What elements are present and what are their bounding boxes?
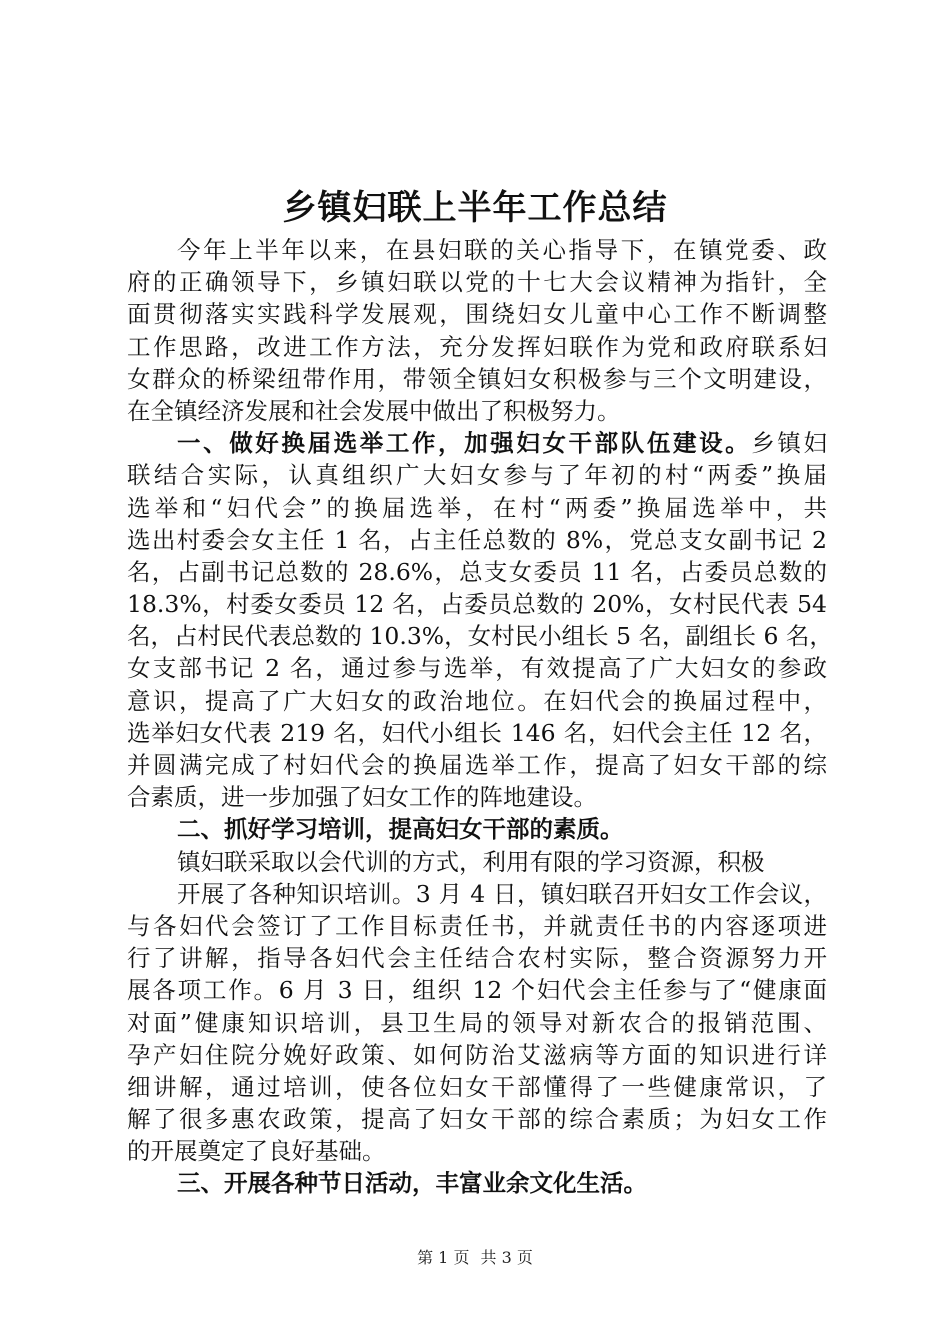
section-heading: 三、开展各种节日活动，丰富业余文化生活。 <box>177 1169 647 1198</box>
line-text: 工作思路，改进工作方法，充分发挥妇联作为党和政府联系妇 <box>127 332 827 361</box>
line-text: 合素质，进一步加强了妇女工作的阵地建设。 <box>127 783 597 812</box>
line-text: 名，占副书记总数的 28.6%，总支女委员 11 名，占委员总数的 <box>127 557 827 586</box>
line-text: 今年上半年以来，在县妇联的关心指导下，在镇党委、政 <box>177 236 827 264</box>
text-line <box>127 1007 827 1039</box>
line-text: 孕产妇住院分娩好政策、如何防治艾滋病等方面的知识进行详 <box>127 1040 827 1069</box>
line-text: 乡镇妇 <box>751 429 828 458</box>
line-text: 女群众的桥梁纽带作用，带领全镇妇女积极参与三个文明建设， <box>127 364 827 393</box>
line-text: 意识，提高了广大妇女的政治地位。在妇代会的换届过程中， <box>127 686 827 715</box>
line-text: 细讲解，通过培训，使各位妇女干部懂得了一些健康常识，了 <box>127 1072 827 1101</box>
text-line <box>127 1135 827 1167</box>
document-title: 乡镇妇联上半年工作总结 <box>282 188 668 228</box>
line-text: 在全镇经济发展和社会发展中做出了积极努力。 <box>127 396 621 425</box>
section-heading: 一、做好换届选举工作，加强妇女干部队伍建设。 <box>177 429 752 458</box>
line-text: 并圆满完成了村妇代会的换届选举工作，提高了妇女干部的综 <box>127 751 827 779</box>
line-text: 与各妇代会签订了工作目标责任书，并就责任书的内容逐项进 <box>127 911 827 940</box>
text-line <box>127 910 827 942</box>
text-line <box>127 459 827 491</box>
text-line <box>127 620 833 652</box>
text-line <box>127 781 827 813</box>
line-text: 镇妇联采取以会代训的方式，利用有限的学习资源，积极 <box>177 847 765 876</box>
text-line <box>127 652 827 684</box>
text-line <box>127 1103 827 1135</box>
page-footer <box>0 1245 950 1268</box>
line-text: 选举妇女代表 219 名，妇代小组长 146 名，妇代会主任 12 名， <box>127 718 827 747</box>
text-line <box>127 942 827 974</box>
text-line <box>127 1039 827 1071</box>
line-text: 展各项工作。6 月 3 日，组织 12 个妇代会主任参与了“健康面 <box>127 976 827 1005</box>
line-text: 女支部书记 2 名，通过参与选举，有效提高了广大妇女的参政 <box>127 654 827 683</box>
text-line <box>127 749 827 781</box>
line-text: 对面”健康知识培训，县卫生局的领导对新农合的报销范围、 <box>127 1008 827 1037</box>
text-line <box>127 427 827 459</box>
text-line <box>127 685 827 717</box>
text-line <box>127 974 827 1006</box>
text-line <box>127 524 827 556</box>
document-body <box>127 234 833 1200</box>
text-line <box>127 588 827 620</box>
text-line <box>127 363 827 395</box>
text-line <box>127 298 827 330</box>
text-line <box>127 492 827 524</box>
line-text: 面贯彻落实实践科学发展观，围绕妇女儿童中心工作不断调整 <box>127 300 827 329</box>
line-text: 府的正确领导下，乡镇妇联以党的十七大会议精神为指针，全 <box>127 268 827 297</box>
line-text: 行了讲解，指导各妇代会主任结合农村实际，整合资源努力开 <box>127 944 827 973</box>
line-text: 18.3%，村委女委员 12 名，占委员总数的 20%，女村民代表 54 <box>127 590 827 619</box>
text-line <box>127 331 827 363</box>
line-text: 选举和“妇代会”的换届选举，在村“两委”换届选举中，共 <box>127 493 827 522</box>
page-total: 共 3 页 <box>480 1248 533 1267</box>
text-line <box>127 813 827 845</box>
line-text: 名，占村民代表总数的 10.3%，女村民小组长 5 名，副组长 6 名， <box>127 622 833 651</box>
page-number: 第 1 页 <box>417 1248 470 1267</box>
text-line <box>127 266 827 298</box>
text-line <box>127 878 827 910</box>
line-text: 开展了各种知识培训。3 月 4 日，镇妇联召开妇女工作会议， <box>177 879 827 908</box>
line-text: 解了很多惠农政策，提高了妇女干部的综合素质；为妇女工作 <box>127 1105 827 1134</box>
text-line <box>127 1071 827 1103</box>
line-text: 联结合实际，认真组织广大妇女参与了年初的村“两委”换届 <box>127 461 827 490</box>
text-line <box>127 717 827 749</box>
text-line <box>127 556 827 588</box>
text-line <box>127 846 827 878</box>
section-heading: 二、抓好学习培训，提高妇女干部的素质。 <box>177 815 624 844</box>
line-text: 选出村委会女主任 1 名，占主任总数的 8%，党总支女副书记 2 <box>127 525 827 554</box>
text-line <box>127 1167 827 1199</box>
text-line <box>127 234 827 266</box>
text-line <box>127 395 827 427</box>
line-text: 的开展奠定了良好基础。 <box>127 1137 386 1166</box>
